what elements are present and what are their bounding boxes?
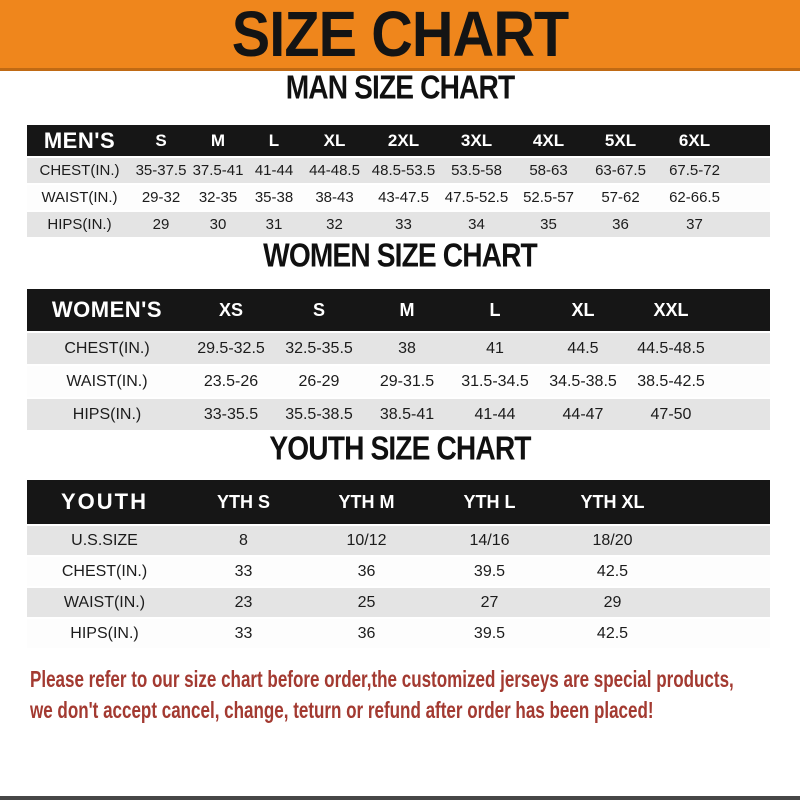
filler-cell [715, 366, 770, 397]
footer-note-line-2: we don't accept cancel, change, teturn or refund after order has been placed! [30, 697, 654, 723]
men-measurement-row [27, 185, 770, 210]
men-section-heading: MAN SIZE CHART [285, 68, 515, 106]
size-value: 62-66.5 [669, 189, 720, 206]
women-header-row [27, 289, 770, 331]
men-size-section [0, 68, 800, 239]
size-value: 34 [468, 216, 485, 233]
size-value: 57-62 [601, 189, 640, 206]
size-value: 42.5 [596, 624, 629, 642]
women-measurement-row [27, 399, 770, 430]
size-value: 10/12 [346, 531, 387, 549]
women-size-column-header: XS [218, 299, 243, 320]
youth-measurement-row [27, 619, 770, 648]
size-value: 38.5-41 [379, 405, 435, 423]
row-label: WAIST(IN.) [41, 189, 118, 206]
size-value: 35.5-38.5 [285, 405, 353, 423]
size-value: 32-35 [198, 189, 238, 206]
size-value: 29 [603, 593, 622, 611]
size-value: 39.5 [473, 562, 506, 580]
size-value: 26-29 [298, 372, 340, 390]
size-value: 23.5-26 [203, 372, 259, 390]
filler-cell [715, 289, 770, 331]
filler-cell [674, 557, 770, 586]
size-value: 34.5-38.5 [549, 372, 617, 390]
size-value: 14/16 [469, 531, 510, 549]
filler-cell [674, 480, 770, 524]
women-size-column-header: XL [571, 299, 595, 320]
men-size-column-header: M [210, 130, 226, 150]
size-value: 29.5-32.5 [197, 339, 265, 357]
size-value: 32 [326, 216, 343, 233]
men-size-table [27, 123, 770, 239]
row-label: CHEST(IN.) [39, 162, 120, 179]
men-size-column-header: L [268, 130, 280, 150]
youth-measurement-row [27, 588, 770, 617]
size-value: 23 [234, 593, 253, 611]
size-value: 39.5 [473, 624, 506, 642]
youth-measurement-row [27, 526, 770, 555]
filler-cell [674, 619, 770, 648]
size-value: 47.5-52.5 [444, 189, 509, 206]
women-size-table [27, 287, 770, 432]
size-value: 38-43 [315, 189, 354, 206]
men-size-column-header: S [155, 130, 167, 150]
size-value: 53.5-58 [451, 162, 502, 179]
footer-note-line-1: Please refer to our size chart before order,the customized jerseys are special products, [30, 666, 734, 692]
row-label: CHEST(IN.) [61, 562, 148, 580]
row-label: CHEST(IN.) [64, 339, 150, 357]
size-value: 37 [686, 216, 703, 233]
youth-size-column-header: YTH S [216, 491, 270, 512]
men-size-column-header: 3XL [460, 130, 493, 150]
youth-section-heading: YOUTH SIZE CHART [269, 429, 531, 467]
size-value: 52.5-57 [523, 189, 574, 206]
size-value: 37.5-41 [192, 162, 244, 179]
women-measurement-row [27, 333, 770, 364]
row-label: WAIST(IN.) [63, 593, 146, 611]
men-measurement-row [27, 158, 770, 183]
size-value: 30 [209, 216, 227, 233]
men-size-column-header: 6XL [678, 130, 711, 150]
filler-cell [715, 399, 770, 430]
youth-size-column-header: YTH M [338, 491, 395, 512]
youth-header-row [27, 480, 770, 524]
size-value: 33-35.5 [203, 405, 259, 423]
filler-cell [732, 158, 770, 183]
size-value: 8 [239, 531, 248, 549]
size-value: 67.5-72 [669, 162, 720, 179]
size-value: 33 [395, 216, 412, 233]
women-size-section [0, 236, 800, 432]
size-value: 35-37.5 [135, 162, 187, 179]
size-value: 58-63 [529, 162, 568, 179]
filler-cell [715, 333, 770, 364]
filler-cell [674, 526, 770, 555]
women-section-heading: WOMEN SIZE CHART [263, 236, 537, 274]
men-size-column-header: 2XL [387, 130, 420, 150]
size-value: 48.5-53.5 [371, 162, 436, 179]
size-value: 29 [152, 216, 170, 233]
size-value: 44.5-48.5 [637, 339, 705, 357]
size-value: 31.5-34.5 [461, 372, 529, 390]
men-measurement-row [27, 212, 770, 237]
row-label: U.S.SIZE [71, 531, 138, 549]
youth-size-section [0, 429, 800, 650]
size-value: 41 [486, 339, 504, 357]
men-size-column-header: 5XL [604, 130, 637, 150]
size-value: 47-50 [650, 405, 692, 423]
women-size-column-header: XXL [653, 299, 689, 320]
size-value: 35 [540, 216, 557, 233]
row-label: HIPS(IN.) [72, 405, 142, 423]
size-value: 43-47.5 [378, 189, 429, 206]
row-label: WAIST(IN.) [66, 372, 148, 390]
men-corner-label: MEN'S [43, 127, 116, 153]
row-label: HIPS(IN.) [47, 216, 112, 233]
size-value: 29-32 [141, 189, 181, 206]
women-measurement-row [27, 366, 770, 397]
banner-title: SIZE CHART [231, 0, 569, 70]
men-size-column-header: XL [323, 130, 346, 150]
size-value: 44-48.5 [309, 162, 360, 179]
size-value: 27 [480, 593, 499, 611]
men-size-column-header: 4XL [532, 130, 565, 150]
size-value: 33 [234, 562, 253, 580]
banner [0, 0, 800, 71]
size-value: 38 [398, 339, 416, 357]
size-value: 29-31.5 [379, 372, 435, 390]
youth-size-table [27, 478, 770, 650]
youth-size-column-header: YTH XL [580, 491, 645, 512]
size-value: 32.5-35.5 [285, 339, 353, 357]
filler-cell [732, 125, 770, 156]
youth-corner-label: YOUTH [61, 489, 148, 514]
footer-note [30, 664, 800, 726]
women-size-column-header: M [399, 299, 415, 320]
size-value: 25 [357, 593, 376, 611]
youth-measurement-row [27, 557, 770, 586]
size-value: 33 [234, 624, 253, 642]
size-value: 44.5 [567, 339, 599, 357]
size-value: 36 [612, 216, 629, 233]
women-corner-label: WOMEN'S [51, 297, 163, 322]
women-size-column-header: L [489, 299, 501, 320]
row-label: HIPS(IN.) [70, 624, 139, 642]
size-value: 41-44 [254, 162, 294, 179]
size-value: 63-67.5 [595, 162, 646, 179]
size-value: 44-47 [562, 405, 604, 423]
bottom-border [0, 796, 800, 800]
women-size-column-header: S [312, 299, 325, 320]
size-value: 36 [357, 624, 376, 642]
size-value: 41-44 [474, 405, 516, 423]
size-value: 18/20 [592, 531, 633, 549]
size-value: 31 [265, 216, 283, 233]
men-header-row [27, 125, 770, 156]
filler-cell [674, 588, 770, 617]
size-value: 35-38 [254, 189, 294, 206]
size-value: 42.5 [596, 562, 629, 580]
filler-cell [732, 212, 770, 237]
filler-cell [732, 185, 770, 210]
youth-size-column-header: YTH L [463, 491, 516, 512]
size-value: 38.5-42.5 [637, 372, 705, 390]
size-value: 36 [357, 562, 376, 580]
